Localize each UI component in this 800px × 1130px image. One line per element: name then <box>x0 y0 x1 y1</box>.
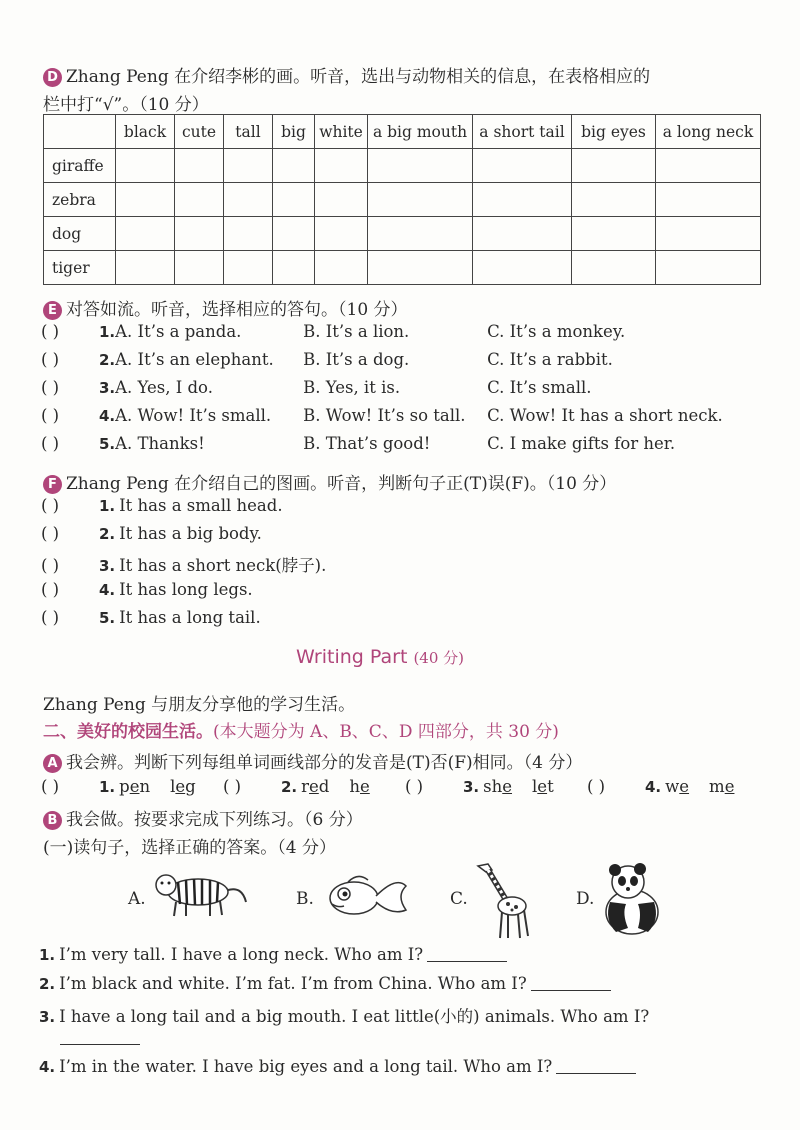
true-false-item <box>41 524 262 543</box>
table-header-cell: big eyes <box>572 115 656 149</box>
check-cell[interactable] <box>572 149 656 183</box>
check-cell[interactable] <box>368 149 473 183</box>
table-header-cell: cute <box>175 115 224 149</box>
check-cell[interactable] <box>473 217 572 251</box>
true-false-item <box>41 580 253 599</box>
part2-heading <box>43 717 559 742</box>
check-cell[interactable] <box>116 217 175 251</box>
statement-text: It has a small head. <box>119 496 283 515</box>
check-cell[interactable] <box>656 183 761 217</box>
choice-item <box>41 350 613 369</box>
check-cell[interactable] <box>116 251 175 285</box>
question-number: 3. <box>39 1008 56 1026</box>
question-text: I have a long tail and a big mouth. I eat little(小的) animals. Who am I? <box>59 1007 650 1026</box>
answer-blank[interactable]: ( ) <box>41 580 60 599</box>
choice-item <box>41 434 675 453</box>
table-row <box>44 217 761 251</box>
table-corner-cell <box>44 115 116 149</box>
tiger-icon <box>150 868 250 920</box>
table-row <box>44 183 761 217</box>
section-a-title: 我会辨。判断下列每组单词画线部分的发音是(T)否(F)相同。（4 分） <box>66 753 583 773</box>
question-number: 2. <box>39 975 56 993</box>
section-d-instruction-line1: Zhang Peng 在介绍李彬的画。听音，选出与动物相关的信息，在表格相应的 <box>66 67 651 87</box>
question-text: I’m black and white. I’m fat. I’m from China. Who am I? <box>59 974 527 993</box>
reading-question <box>39 1057 636 1076</box>
section-f-badge: F <box>43 475 62 494</box>
item-number: 3. <box>99 379 116 397</box>
word <box>483 777 512 796</box>
w2-start: h <box>349 777 360 796</box>
check-cell[interactable] <box>656 217 761 251</box>
word <box>532 777 554 796</box>
answer-blank[interactable]: ( ) <box>41 406 60 425</box>
section-a-badge: A <box>43 754 62 773</box>
check-cell[interactable] <box>273 251 315 285</box>
answer-blank[interactable]: ( ) <box>405 777 424 796</box>
giraffe-icon <box>472 860 536 940</box>
w1-start: r <box>301 777 310 796</box>
row-header-giraffe: giraffe <box>44 149 116 183</box>
answer-blank[interactable]: ( ) <box>41 378 60 397</box>
w2-end: t <box>547 777 554 796</box>
row-header-tiger: tiger <box>44 251 116 285</box>
question-text: I’m in the water. I have big eyes and a long tail. Who am I? <box>59 1057 553 1076</box>
item-number: 1. <box>99 778 116 796</box>
question-number: 4. <box>39 1058 56 1076</box>
animal-info-table <box>43 114 761 285</box>
word-pair <box>405 777 587 796</box>
word <box>665 777 689 796</box>
option-c: C. It’s a monkey. <box>487 322 626 341</box>
word <box>709 777 734 796</box>
w2-underlined: e <box>360 777 370 796</box>
option-a-label: A. <box>128 889 146 909</box>
answer-blank[interactable]: ( ) <box>41 350 60 369</box>
answer-blank[interactable]: ( ) <box>223 777 242 796</box>
w1-underlined: e <box>502 777 513 796</box>
writing-part-heading <box>296 646 464 668</box>
check-cell[interactable] <box>224 183 273 217</box>
option-c: C. It’s small. <box>487 378 592 397</box>
section-d-badge: D <box>43 68 62 87</box>
answer-blank[interactable]: ( ) <box>41 496 60 515</box>
section-f-heading <box>43 469 616 494</box>
check-cell[interactable] <box>315 183 368 217</box>
check-cell[interactable] <box>368 217 473 251</box>
word <box>349 777 369 796</box>
word <box>119 777 150 796</box>
check-cell[interactable] <box>368 251 473 285</box>
table-header-row <box>44 115 761 149</box>
item-number: 4. <box>645 778 662 796</box>
option-c-label: C. <box>450 889 468 909</box>
item-number: 5. <box>99 609 116 627</box>
table-header-cell: black <box>116 115 175 149</box>
reading-question <box>39 1003 649 1027</box>
w2-start: l <box>532 777 538 796</box>
table-header-cell: a long neck <box>656 115 761 149</box>
w1-start: sh <box>483 777 503 796</box>
answer-blank[interactable]: ( ) <box>41 524 60 543</box>
check-cell[interactable] <box>368 183 473 217</box>
check-cell[interactable] <box>273 183 315 217</box>
section-e-title: 对答如流。听音，选择相应的答句。（10 分） <box>66 300 408 320</box>
section-e-badge: E <box>43 301 62 320</box>
option-b-label: B. <box>296 889 314 909</box>
item-number: 3. <box>463 778 480 796</box>
statement-text: It has long legs. <box>119 580 253 599</box>
answer-line[interactable] <box>531 976 611 991</box>
table-row <box>44 251 761 285</box>
true-false-item <box>41 552 326 576</box>
option-a: A. Wow! It’s small. <box>115 406 272 425</box>
check-cell[interactable] <box>175 251 224 285</box>
writing-part-title: Writing Part <box>296 646 408 668</box>
table-row <box>44 149 761 183</box>
check-cell[interactable] <box>116 183 175 217</box>
true-false-item <box>41 608 261 627</box>
section-a-heading <box>43 748 582 773</box>
check-cell[interactable] <box>315 251 368 285</box>
option-c: C. It’s a rabbit. <box>487 350 613 369</box>
item-number: 5. <box>99 435 116 453</box>
w2-underlined: e <box>175 777 186 796</box>
check-cell[interactable] <box>116 149 175 183</box>
w2-underlined: e <box>724 777 735 796</box>
item-number: 3. <box>99 557 116 575</box>
check-cell[interactable] <box>224 251 273 285</box>
option-d-label: D. <box>576 889 595 909</box>
check-cell[interactable] <box>656 149 761 183</box>
true-false-item <box>41 496 283 515</box>
w2-start: m <box>709 777 725 796</box>
check-cell[interactable] <box>572 183 656 217</box>
section-b-badge: B <box>43 811 62 830</box>
check-cell[interactable] <box>175 149 224 183</box>
item-number: 2. <box>99 351 116 369</box>
writing-part-score: (40 分) <box>413 649 465 667</box>
option-c: C. Wow! It has a short neck. <box>487 406 723 425</box>
option-a: A. Yes, I do. <box>115 378 213 397</box>
reading-question <box>39 945 507 964</box>
choice-item <box>41 378 592 397</box>
w1-end: d <box>318 777 330 796</box>
goldfish-icon <box>318 872 410 920</box>
table-header-cell: tall <box>224 115 273 149</box>
row-header-dog: dog <box>44 217 116 251</box>
check-cell[interactable] <box>315 217 368 251</box>
check-cell[interactable] <box>572 251 656 285</box>
part2-title: 二、美好的校园生活。 <box>43 722 213 742</box>
option-c: C. I make gifts for her. <box>487 434 676 453</box>
w1-start: w <box>665 777 680 796</box>
statement-text: It has a long tail. <box>119 608 261 627</box>
table-header-cell: a short tail <box>473 115 572 149</box>
w1-underlined: e <box>129 777 140 796</box>
answer-blank[interactable]: ( ) <box>41 608 60 627</box>
check-cell[interactable] <box>224 149 273 183</box>
option-b: B. That’s good! <box>303 434 431 453</box>
section-f-title: Zhang Peng 在介绍自己的图画。听音，判断句子正(T)误(F)。（10 分） <box>66 474 617 494</box>
choice-item <box>41 406 723 425</box>
item-number: 2. <box>281 778 298 796</box>
check-cell[interactable] <box>473 183 572 217</box>
check-cell[interactable] <box>273 149 315 183</box>
word-pair <box>223 777 405 796</box>
answer-blank[interactable]: ( ) <box>41 777 60 796</box>
item-number: 1. <box>99 323 116 341</box>
answer-line-q3[interactable] <box>60 1034 140 1045</box>
word-pair <box>587 777 737 796</box>
check-cell[interactable] <box>273 217 315 251</box>
check-cell[interactable] <box>473 149 572 183</box>
writing-intro: Zhang Peng 与朋友分享他的学习生活。 <box>43 695 356 715</box>
word <box>170 777 196 796</box>
w1-underlined: e <box>679 777 690 796</box>
w2-end: g <box>185 777 196 796</box>
item-number: 4. <box>99 407 116 425</box>
check-cell[interactable] <box>473 251 572 285</box>
option-b: B. It’s a lion. <box>303 322 410 341</box>
w2-underlined: e <box>537 777 548 796</box>
option-b: B. Wow! It’s so tall. <box>303 406 466 425</box>
option-a: A. Thanks! <box>115 434 205 453</box>
check-cell[interactable] <box>315 149 368 183</box>
section-d-instruction-line2: 栏中打“√”。（10 分） <box>43 95 209 115</box>
part2-note: (本大题分为 A、B、C、D 四部分，共 30 分) <box>213 722 559 742</box>
check-cell[interactable] <box>656 251 761 285</box>
answer-blank[interactable]: ( ) <box>41 556 60 575</box>
table-header-cell: white <box>315 115 368 149</box>
option-b: B. It’s a dog. <box>303 350 410 369</box>
option-a: A. It’s a panda. <box>115 322 242 341</box>
answer-line[interactable] <box>556 1059 636 1074</box>
section-b-subtitle: (一)读句子，选择正确的答案。（4 分） <box>43 838 336 858</box>
item-number: 1. <box>99 497 116 515</box>
answer-blank[interactable]: ( ) <box>41 322 60 341</box>
check-cell[interactable] <box>572 217 656 251</box>
question-number: 1. <box>39 946 56 964</box>
check-cell[interactable] <box>224 217 273 251</box>
item-number: 4. <box>99 581 116 599</box>
section-b-heading <box>43 805 363 830</box>
w1-underlined: e <box>309 777 319 796</box>
word-pair <box>41 777 223 796</box>
answer-blank[interactable]: ( ) <box>41 434 60 453</box>
panda-icon <box>598 862 664 936</box>
w2-start: l <box>170 777 176 796</box>
section-b-title: 我会做。按要求完成下列练习。（6 分） <box>66 810 363 830</box>
choice-item <box>41 322 625 341</box>
table-header-cell: a big mouth <box>368 115 473 149</box>
statement-text: It has a big body. <box>119 524 262 543</box>
table-header-cell: big <box>273 115 315 149</box>
w1-end: n <box>139 777 151 796</box>
check-cell[interactable] <box>175 217 224 251</box>
option-b: B. Yes, it is. <box>303 378 401 397</box>
statement-text: It has a short neck(脖子). <box>119 556 327 575</box>
w1-start: p <box>119 777 130 796</box>
item-number: 2. <box>99 525 116 543</box>
answer-blank[interactable]: ( ) <box>587 777 606 796</box>
question-text: I’m very tall. I have a long neck. Who am I? <box>59 945 424 964</box>
reading-question <box>39 974 611 993</box>
section-a-pairs <box>41 777 737 796</box>
check-cell[interactable] <box>175 183 224 217</box>
answer-line[interactable] <box>427 947 507 962</box>
word <box>301 777 329 796</box>
option-a: A. It’s an elephant. <box>115 350 274 369</box>
section-e-heading <box>43 295 408 320</box>
section-d-heading <box>43 62 650 87</box>
row-header-zebra: zebra <box>44 183 116 217</box>
